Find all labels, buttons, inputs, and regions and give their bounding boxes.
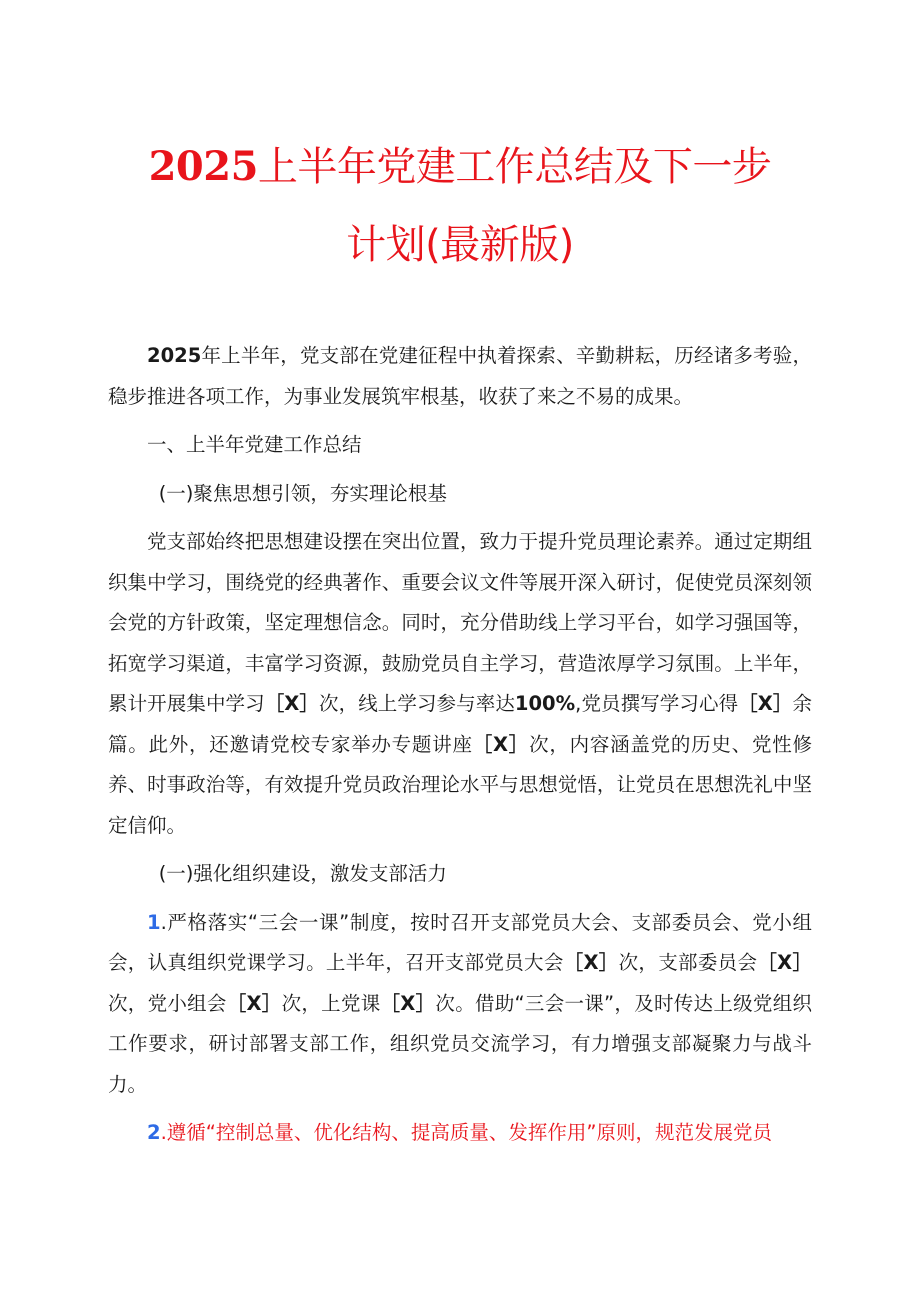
list-item-2 <box>108 1113 812 1154</box>
placeholder-x: ［X］ <box>226 991 282 1015</box>
list-number: 2 <box>147 1121 161 1144</box>
text-run: 次，支部委员会 <box>618 951 758 974</box>
text-run: 次。借助“三会一课”，及时传达上级党组织工作要求，研讨部署支部工作，组织党员交流学习，有力增强支部凝聚力与战斗力。 <box>108 991 812 1096</box>
text-run: .严格落实“三会一课”制度，按时召开支部党员大会、支部委员会、党小组会，认真组织党课学习。上半年，召开支部党员大会 <box>108 910 812 974</box>
placeholder-x: ［X］ <box>472 732 530 756</box>
intro-text: 年上半年，党支部在党建征程中执着探索、辛勤耕耘，历经诸多考验，稳步推进各项工作，为事业发展筑牢根基，收获了来之不易的成果。 <box>108 344 812 408</box>
title-line-1-rest: 上半年党建工作总结及下一步 <box>257 144 772 190</box>
list-number: 1 <box>147 910 161 934</box>
document-body <box>108 336 812 1154</box>
intro-year: 2025 <box>147 344 202 367</box>
text-run: 党支部始终把思想建设摆在突出位置，致力于提升党员理论素养。通过定期组织集中学习，围绕党的经典著作、重要会议文件等展开深入研讨，促使党员深刻领会党的方针政策，坚定理想信念。同时，充分借助线上学习平台，如学习强国等，拓宽学习渠道，丰富学习资源，鼓励党员自主学习，营造浓厚学习氛围。上半年，累计开展集中学习 <box>108 530 812 715</box>
percent-value: 100% <box>514 692 576 715</box>
subsection-heading-organization: (一)强化组织建设，激发支部活力 <box>158 862 447 885</box>
text-run: ,党员撰写学习心得 <box>575 692 739 715</box>
text-run-red: .遵循“控制总量、优化结构、提高质量、发挥作用”原则，规范发展党员 <box>160 1121 772 1144</box>
placeholder-x: ［X］ <box>563 951 619 974</box>
placeholder-x: ［X］ <box>264 692 320 715</box>
title-line-1 <box>108 128 812 206</box>
list-item-1 <box>108 903 812 1106</box>
document-title <box>108 0 812 284</box>
paragraph-ideology <box>108 522 812 846</box>
subsection-heading-ideology: (一)聚焦思想引领，夯实理论根基 <box>158 481 447 505</box>
intro-paragraph <box>108 336 812 417</box>
text-run: 余篇。此外，还邀请党校专家举办专题讲座 <box>108 692 812 756</box>
placeholder-x: ［X］ <box>757 951 812 974</box>
text-run: 次，线上学习参与率达 <box>319 692 515 715</box>
placeholder-x: ［X］ <box>738 692 793 715</box>
text-run: 次，上党课 <box>281 991 381 1015</box>
section-heading-summary: 一、上半年党建工作总结 <box>147 433 362 456</box>
title-year: 2025 <box>148 143 258 190</box>
title-line-2: 计划(最新版) <box>346 222 574 268</box>
placeholder-x: ［X］ <box>380 991 436 1015</box>
text-run: 次，党小组会 <box>108 991 227 1015</box>
text-run: 次，内容涵盖党的历史、党性修养、时事政治等，有效提升党员政治理论水平与思想觉悟，让党员在思想洗礼中坚定信仰。 <box>108 732 812 837</box>
